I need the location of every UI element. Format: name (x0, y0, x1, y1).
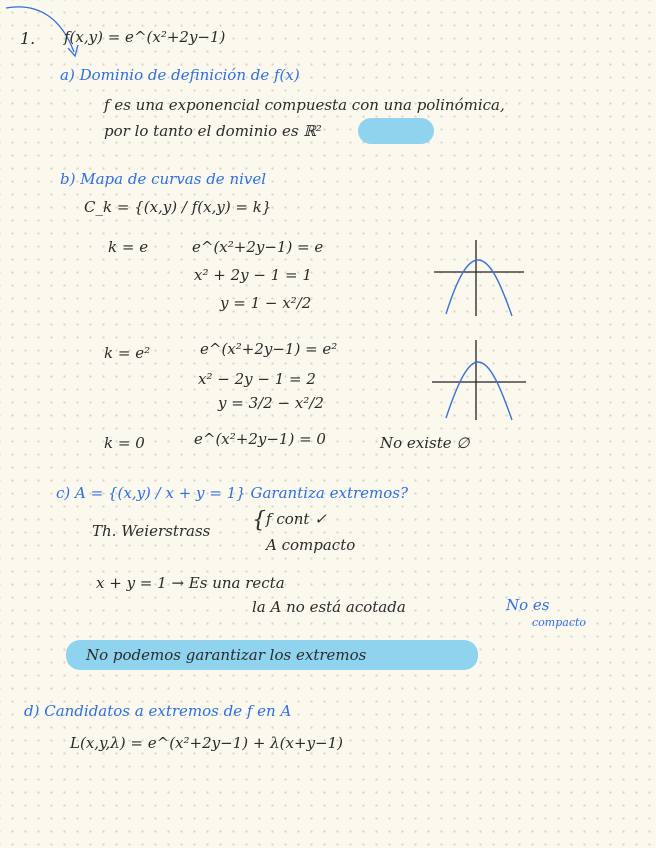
part-a-line2: por lo tanto el dominio es ℝ² (104, 122, 322, 140)
line-equation: x + y = 1 → Es una recta (96, 574, 285, 592)
case1-eq1: e^(x²+2y−1) = e (192, 238, 324, 256)
part-c-heading: c) A = {(x,y) / x + y = 1} Garantiza extremos? (56, 484, 409, 502)
part-b-heading: b) Mapa de curvas de nivel (60, 170, 267, 188)
case1-eq3: y = 1 − x²/2 (220, 294, 312, 312)
case3-eq1: e^(x²+2y−1) = 0 (194, 430, 326, 448)
sketch1-curve (446, 260, 512, 316)
function-definition: f(x,y) = e^(x²+2y−1) (64, 28, 226, 46)
level-set-definition: C_k = {(x,y) / f(x,y) = k} (84, 198, 272, 216)
case3-label: k = 0 (104, 434, 145, 452)
part-a-heading: a) Dominio de definición de f(x) (60, 66, 300, 84)
case2-eq1: e^(x²+2y−1) = e² (200, 340, 338, 358)
theorem-brace: { (252, 508, 266, 533)
domain-highlight (358, 118, 434, 144)
part-d-heading: d) Candidatos a extremos de f en A (24, 702, 292, 720)
case1-eq2: x² + 2y − 1 = 1 (194, 266, 312, 284)
lagrangian: L(x,y,λ) = e^(x²+2y−1) + λ(x+y−1) (70, 734, 344, 752)
part-c-conclusion: No podemos garantizar los extremos (86, 646, 367, 664)
parabola-sketch-1 (428, 236, 528, 320)
condition-continuous: f cont ✓ (266, 510, 327, 528)
problem-number: 1. (20, 29, 36, 48)
not-compact-2: compacto (532, 616, 587, 629)
case1-label: k = e (108, 238, 149, 256)
case2-eq3: y = 3/2 − x²/2 (218, 394, 324, 412)
case3-note: No existe ∅ (380, 434, 470, 452)
line-not-bounded: la A no está acotada (252, 598, 406, 616)
parabola-sketch-2 (428, 338, 528, 422)
part-a-line1: f es una exponencial compuesta con una polinómica, (104, 96, 505, 114)
case2-eq2: x² − 2y − 1 = 2 (198, 370, 316, 388)
not-compact-1: No es (506, 596, 550, 614)
theorem-name: Th. Weierstrass (92, 522, 211, 540)
case2-label: k = e² (104, 344, 151, 362)
sketch2-curve (446, 362, 512, 420)
condition-compact: A compacto (266, 536, 356, 554)
